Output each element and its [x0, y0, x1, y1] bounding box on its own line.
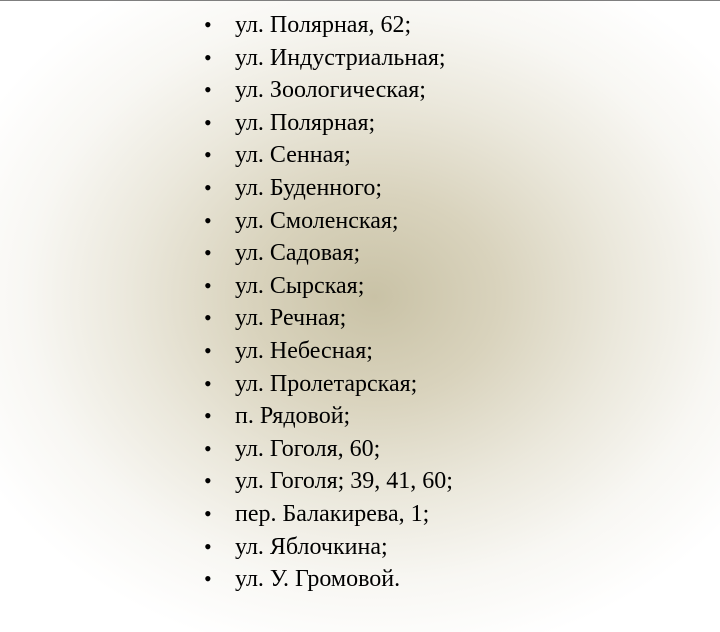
- bullet-icon: •: [204, 142, 212, 168]
- list-item: [200, 433, 453, 466]
- list-item: [200, 302, 453, 335]
- list-item: [200, 563, 453, 596]
- street-name: ул. Сенная;: [235, 142, 351, 169]
- bullet-icon: •: [204, 207, 212, 233]
- street-name: ул. Индустриальная;: [235, 44, 446, 71]
- street-name: ул. Яблочкина;: [235, 533, 388, 560]
- list-item: [200, 498, 453, 531]
- list-item: [200, 237, 453, 270]
- list-item: [200, 42, 453, 75]
- list-item: [200, 368, 453, 401]
- bullet-icon: •: [204, 240, 212, 266]
- bullet-icon: •: [204, 272, 212, 298]
- list-item: [200, 205, 453, 238]
- bullet-icon: •: [204, 533, 212, 559]
- street-list: [200, 9, 453, 596]
- street-name: ул. Гоголя; 39, 41, 60;: [235, 468, 453, 495]
- street-name: ул. Смоленская;: [235, 207, 399, 234]
- street-name: ул. Речная;: [235, 305, 347, 332]
- top-divider: [0, 0, 720, 1]
- street-name: пер. Балакирева, 1;: [235, 500, 430, 527]
- list-item: [200, 139, 453, 172]
- list-item: [200, 107, 453, 140]
- street-name: ул. Гоголя, 60;: [235, 435, 381, 462]
- list-item: [200, 270, 453, 303]
- street-name: ул. Сырская;: [235, 272, 365, 299]
- list-item: [200, 9, 453, 42]
- bullet-icon: •: [204, 500, 212, 526]
- bullet-icon: •: [204, 109, 212, 135]
- bullet-icon: •: [204, 403, 212, 429]
- list-item: [200, 400, 453, 433]
- street-name: ул. Небесная;: [235, 337, 373, 364]
- street-name: ул. У. Громовой.: [235, 566, 401, 593]
- bullet-icon: •: [204, 468, 212, 494]
- street-name: ул. Садовая;: [235, 240, 361, 267]
- bullet-icon: •: [204, 305, 212, 331]
- bullet-icon: •: [204, 44, 212, 70]
- bullet-icon: •: [204, 77, 212, 103]
- list-item: [200, 172, 453, 205]
- list-item: [200, 531, 453, 564]
- street-name: ул. Полярная;: [235, 109, 376, 136]
- street-name: ул. Зоологическая;: [235, 77, 426, 104]
- street-name: ул. Полярная, 62;: [235, 12, 412, 38]
- bullet-icon: •: [204, 337, 212, 363]
- street-name: п. Рядовой;: [235, 403, 351, 430]
- bullet-icon: •: [204, 174, 212, 200]
- list-item: [200, 74, 453, 107]
- street-name: ул. Пролетарская;: [235, 370, 418, 397]
- list-item: [200, 335, 453, 368]
- bullet-icon: •: [204, 566, 212, 592]
- bullet-icon: •: [204, 435, 212, 461]
- list-item: [200, 465, 453, 498]
- street-name: ул. Буденного;: [235, 174, 383, 201]
- bullet-icon: •: [204, 12, 212, 37]
- bullet-icon: •: [204, 370, 212, 396]
